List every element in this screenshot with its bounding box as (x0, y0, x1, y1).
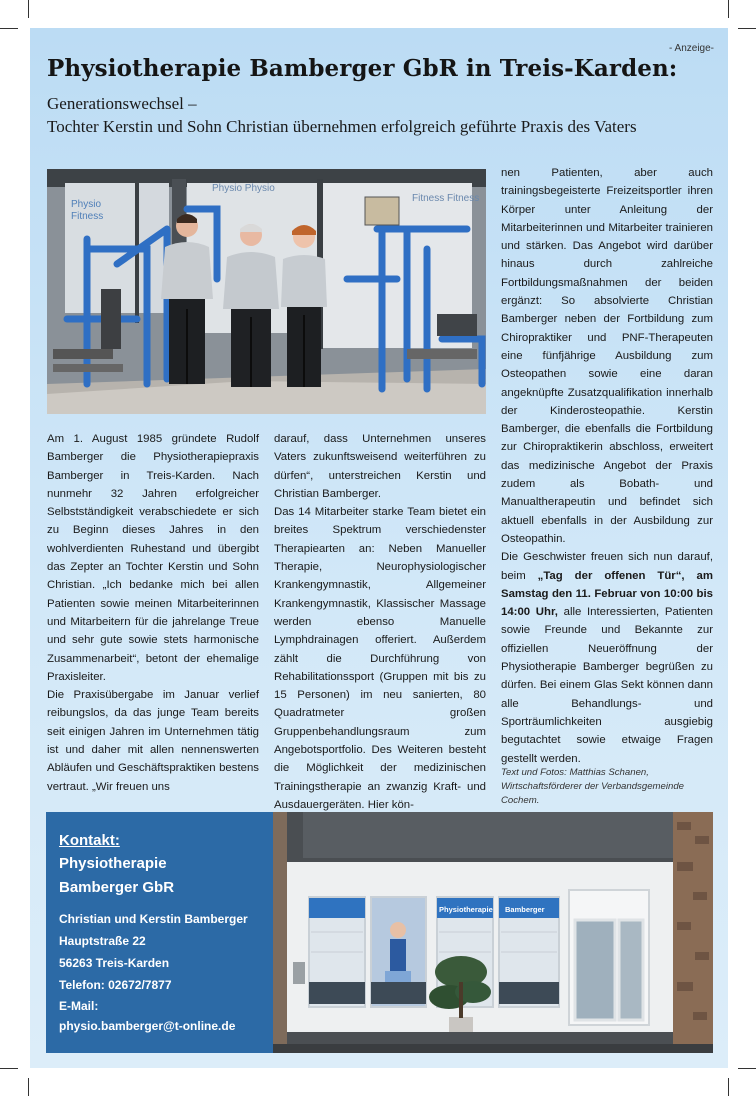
window-lettering: Fitness (71, 211, 104, 222)
subtitle-line-2: Tochter Kerstin und Sohn Christian übernehmen erfolgreich geführte Praxis des Vaters (47, 117, 637, 136)
window-lettering: Physio (71, 199, 102, 210)
article-paragraph: nen Patienten, aber auch trainingsbegeisterte Freizeitsportler ihren Körper unter Anleitung der Mitarbeiterinnen und Mitarbeiter trainieren und stärken. Das Angebot wird darüber hinaus durch zahlreiche Fortbildungsmaßnahmen der beiden ergänzt: So absolvierte Christian Bamberger neben der Fortbildung zum Chiropraktiker und PNF-Therapeuten eine fünfjährige Ausbildung zum Osteopathen sowie eine daran angeknüpfte Zusatzqualifikation innerhalb der Kinderosteopathie. Kerstin Bamberger, die ebenfalls die Fortbildung zur Chiropraktikerin abschloss, erweitert das medizinische Angebot der Praxis zudem als Bobath- und Manualtherapeutin und befindet sich aktuell ebenfalls in der Ausbildung zur Osteopathin. (501, 167, 713, 545)
contact-heading: Kontakt: (59, 832, 120, 849)
crop-mark (28, 1078, 29, 1096)
crop-mark (0, 28, 18, 29)
contact-company-line-1: Physiotherapie (59, 855, 167, 872)
gym-photo-illustration (47, 169, 486, 414)
crop-mark (728, 0, 729, 18)
contact-street: Hauptstraße 22 (59, 934, 146, 948)
article-paragraph: Das 14 Mitarbeiter starke Team bietet ein breites Spektrum verschiedenster Therapiearten an: Neben Manueller Therapie, Neurophysiologischer Krankengymnastik, Allgemeiner Krankengymnastik, Klassischer Massage werden ebenso Manuelle Lymphdrainagen offeriert. Außerdem zählt die Durchführung von Rehabilitationssport (Gruppen mit bis zu 15 Personen) im neu sanierten, 80 Quadratmeter großen Gruppenbehandlungsraum zum Angebotsportfolio. Des Weiteren besteht die Möglichkeit der medizinischen Trainingstherapie an zwanzig Kraft- und Ausdauergeräten. Hier kön- (274, 506, 486, 811)
article-paragraph (501, 548, 713, 768)
shop-sign-text: Bamberger (505, 905, 545, 914)
subtitle (47, 92, 637, 138)
contact-persons: Christian und Kerstin Bamberger (59, 912, 248, 926)
window-lettering: Physio Physio (212, 183, 275, 194)
contact-email-label: E-Mail: (59, 999, 99, 1013)
contact-company-line-2: Bamberger GbR (59, 879, 175, 896)
open-day-highlight: „Tag der offenen Tür“, am Samstag den 11. Februar von 10:00 bis 14:00 Uhr, (501, 569, 713, 619)
window-lettering: Fitness Fitness (412, 193, 480, 204)
contact-email[interactable]: physio.bamberger@t-online.de (59, 1019, 236, 1033)
article-paragraph: Die Praxisübergabe im Januar verlief reibungslos, da das junge Team bereits seit einigen Jahren im Unternehmen tätig ist und daher mit allen nennenswerten Abläufen und Geschäftspraktiken bestens vertraut. „Wir freuen uns (47, 689, 259, 793)
subtitle-line-1: Generationswechsel – (47, 94, 197, 113)
paragraph-text: alle Interessierten, Patienten sowie Freunde und Bekannte zur offiziellen Neueröffnung der Physiotherapie Bamberger begrüßen zu dürfen. Bei einem Glas Sekt können dann alle Behandlungs- und Sporträumlichkeiten ausgiebig begutachtet sowie etwaige Fragen gestellt werden. (501, 606, 713, 765)
article-column-3 (501, 164, 713, 768)
article-column-2 (274, 430, 486, 814)
article-paragraph: Am 1. August 1985 gründete Rudolf Bamberger die Physiotherapiepraxis Bamberger in Treis-Karden. Nach nunmehr 32 Jahren erfolgreicher Selbstständigkeit verabschiedete er sich zu Beginn dieses Jahres in den wohlverdienten Ruhestand und übergibt das Zepter an Tochter Kerstin und Sohn Christian. „Ich bedanke mich bei allen Patienten sowie meinen Mitarbeiterinnen und Mitarbeitern für die jahrelange Treue und sehr gute sowie stets harmonische Zusammenarbeit“, betont der ehemalige Praxisleiter. (47, 433, 259, 683)
contact-city: 56263 Treis-Karden (59, 956, 170, 970)
article-paragraph: darauf, dass Unternehmen unseres Vaters zukunftsweisend weiterführen zu dürfen“, unterstreichen Kerstin und Christian Bamberger. (274, 433, 486, 500)
shop-sign-text: Physiotherapie (439, 905, 493, 914)
paragraph-text: Die Geschwister freuen sich nun darauf, beim (501, 551, 713, 582)
crop-mark (0, 1068, 18, 1069)
crop-mark (728, 1078, 729, 1096)
crop-mark (738, 28, 756, 29)
advertisement-panel (30, 28, 728, 1068)
gym-team-photo (47, 169, 486, 414)
storefront-photo (273, 812, 713, 1053)
storefront-illustration (273, 812, 713, 1053)
article-column-1 (47, 430, 259, 796)
photo-credit: Text und Fotos: Matthias Schanen, Wirtschaftsförderer der Verbandsgemeinde Cochem. (501, 767, 684, 806)
ad-tag: - Anzeige- (668, 43, 714, 54)
contact-box (46, 812, 273, 1053)
page-title: Physiotherapie Bamberger GbR in Treis-Karden: (47, 55, 678, 82)
crop-mark (738, 1068, 756, 1069)
contact-phone[interactable]: Telefon: 02672/7877 (59, 978, 172, 992)
crop-mark (28, 0, 29, 18)
